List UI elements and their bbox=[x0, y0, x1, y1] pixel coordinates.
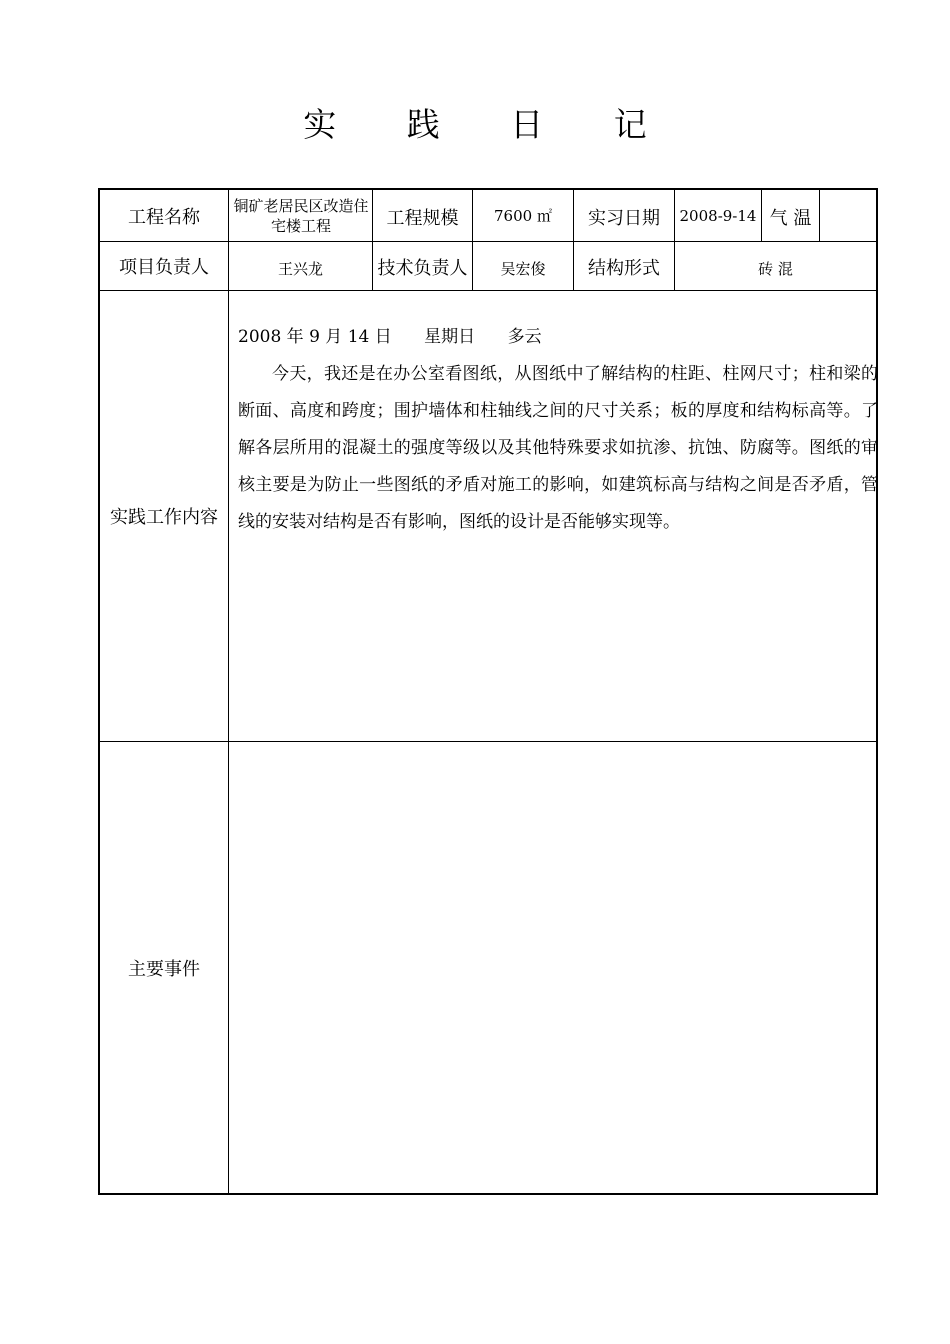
scale-value: 7600 ㎡ bbox=[494, 207, 552, 225]
work-content-label: 实践工作内容 bbox=[110, 507, 218, 528]
date-label: 实习日期 bbox=[588, 208, 660, 229]
structure-type-value: 砖 混 bbox=[758, 259, 793, 278]
diary-body: 今天，我还是在办公室看图纸，从图纸中了解结构的柱距、柱网尺寸；柱和梁的断面、高度和跨度；围护墙体和柱轴线之间的尺寸关系；板的厚度和结构标高等。了解各层所用的混凝土的强度等级以及其他特殊要求如抗渗、抗蚀、防腐等。图纸的审核主要是为防止一些图纸的矛盾对施工的影响，如建筑标高与结构之间是否矛盾，管线的安装对结构是否有影响，图纸的设计是否能够实现等。 bbox=[238, 364, 878, 532]
diary-headline: 2008 年 9 月 14 日 星期日 多云 bbox=[238, 327, 542, 347]
main-events-label: 主要事件 bbox=[128, 958, 200, 980]
main-events-content[interactable] bbox=[229, 742, 876, 1193]
page-title: 实 践 日 记 bbox=[303, 105, 677, 144]
project-name-label: 工程名称 bbox=[128, 206, 200, 228]
temperature-label: 气 温 bbox=[769, 208, 812, 229]
work-content-text bbox=[238, 319, 878, 541]
structure-type-label: 结构形式 bbox=[588, 258, 660, 279]
scale-label: 工程规模 bbox=[386, 208, 459, 229]
temperature-value bbox=[820, 190, 876, 241]
project-name-value: 铜矿老居民区改造住宅楼工程 bbox=[233, 196, 369, 235]
project-manager-label: 项目负责人 bbox=[119, 257, 209, 278]
project-manager-value: 王兴龙 bbox=[277, 259, 323, 278]
technical-lead-value: 吴宏俊 bbox=[500, 259, 546, 278]
technical-lead-label: 技术负责人 bbox=[377, 258, 468, 279]
date-value: 2008-9-14 bbox=[679, 206, 757, 225]
